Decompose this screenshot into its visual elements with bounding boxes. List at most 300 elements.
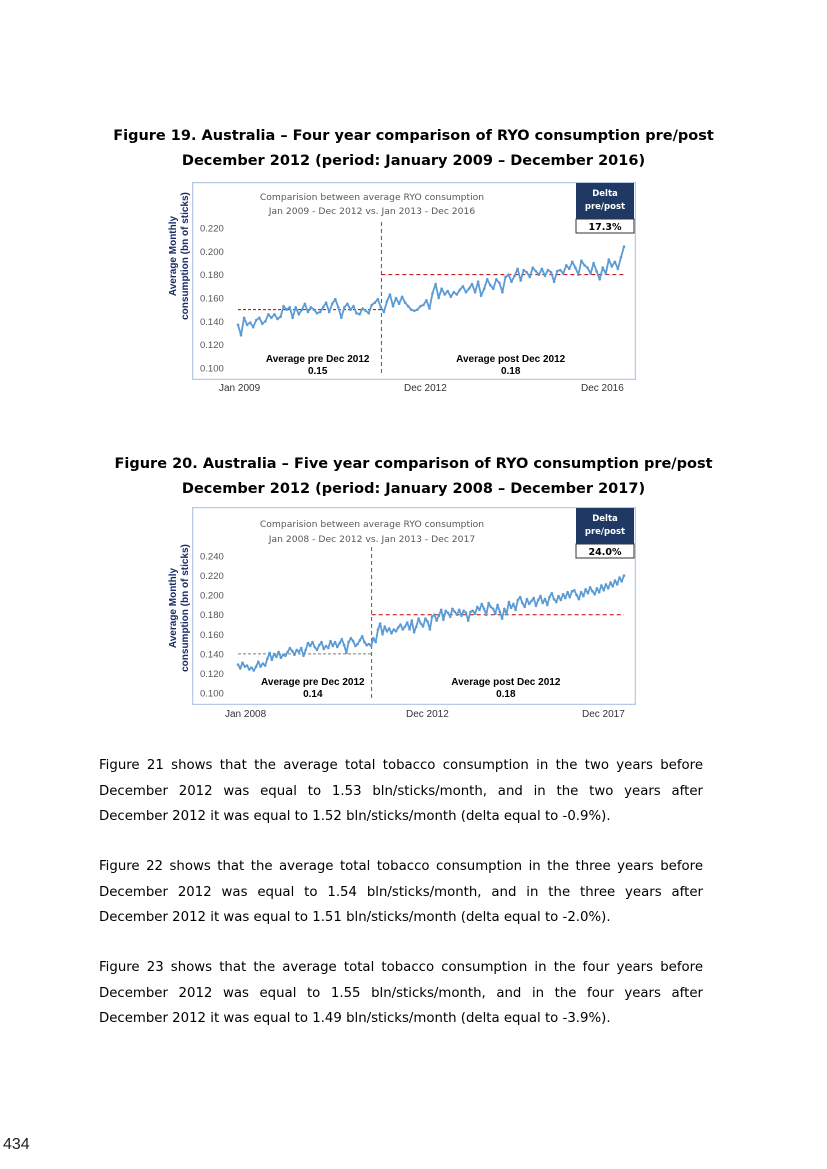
series-point: [320, 641, 323, 644]
series-point: [302, 655, 305, 658]
series-point: [501, 617, 504, 620]
series-point: [255, 665, 258, 668]
series-point: [294, 306, 297, 309]
series-point: [336, 646, 339, 649]
series-point: [519, 596, 522, 599]
series-point: [512, 603, 515, 606]
series-point: [601, 266, 604, 269]
figure-19-ylabel-line2: consumption (bn of sticks): [180, 192, 191, 320]
delta-header-line2: pre/post: [584, 202, 626, 212]
series-point: [359, 639, 362, 642]
delta-header-line1: Delta: [592, 514, 618, 524]
series-point: [361, 307, 364, 310]
figure-19-caption: [100, 124, 727, 174]
series-point: [476, 606, 479, 609]
series-point: [535, 605, 538, 608]
avg-post-label: Average post Dec 2012: [451, 677, 561, 688]
series-point: [304, 649, 307, 652]
series-point: [422, 625, 425, 628]
series-point: [264, 320, 267, 323]
series-point: [250, 666, 253, 669]
series-point: [557, 595, 560, 598]
series-point: [598, 278, 601, 281]
series-point: [346, 303, 349, 306]
series-point: [325, 301, 328, 304]
chart-title-line2: Jan 2008 - Dec 2012 vs. Jan 2013 - Dec 2017: [268, 534, 476, 545]
series-point: [510, 607, 513, 610]
chart-title-line1: Comparision between average RYO consumption: [259, 192, 485, 203]
series-point: [318, 644, 321, 647]
series-point: [573, 589, 576, 592]
series-point: [496, 604, 499, 607]
series-point: [338, 642, 341, 645]
series-point: [381, 633, 384, 636]
series-point: [345, 652, 348, 655]
y-tick-label: 0.200: [200, 590, 224, 602]
series-point: [504, 276, 507, 279]
series-point: [553, 280, 556, 283]
series-point: [532, 597, 535, 600]
figure-20-ylabel-line1: Average Monthly: [168, 567, 179, 649]
series-point: [307, 311, 310, 314]
series-point: [559, 269, 562, 272]
series-point: [322, 306, 325, 309]
series-point: [329, 640, 332, 643]
series-point: [388, 627, 391, 630]
series-point: [289, 647, 292, 650]
series-point: [334, 298, 337, 301]
series-point: [415, 625, 418, 628]
series-point: [356, 643, 359, 646]
series-point: [468, 287, 471, 290]
series-point: [304, 303, 307, 306]
paragraph-line: December 2012 it was equal to 1.52 bln/sticks/month (delta equal to -0.9%).: [99, 809, 611, 824]
series-point: [397, 626, 400, 629]
series-point: [546, 604, 549, 607]
series-point: [337, 306, 340, 309]
series-point: [596, 587, 599, 590]
series-point: [598, 591, 601, 594]
y-tick-label: 0.160: [200, 629, 224, 641]
series-point: [514, 609, 517, 612]
series-point: [541, 268, 544, 271]
series-point: [526, 598, 529, 601]
series-point: [343, 306, 346, 309]
series-point: [354, 645, 357, 648]
series-point: [582, 595, 585, 598]
series-point: [490, 606, 493, 609]
series-point: [291, 317, 294, 320]
series-point: [341, 638, 344, 641]
series-point: [508, 601, 511, 604]
series-point: [467, 619, 470, 622]
series-point: [268, 652, 271, 655]
series-point: [507, 273, 510, 276]
series-point: [587, 592, 590, 595]
series-point: [605, 272, 608, 275]
figure-19-xtick-start: Jan 2009: [219, 383, 261, 394]
series-point: [271, 658, 274, 661]
series-point: [379, 622, 382, 625]
series-point: [560, 599, 563, 602]
series-point: [241, 661, 244, 664]
series-point: [492, 608, 495, 611]
series-point: [456, 613, 459, 616]
series-point: [501, 291, 504, 294]
series-point: [510, 280, 513, 283]
series-point: [471, 283, 474, 286]
series-point: [286, 651, 289, 654]
series-point: [539, 595, 542, 598]
series-point: [459, 289, 462, 292]
series-point: [370, 304, 373, 307]
series-point: [352, 640, 355, 643]
series-point: [577, 273, 580, 276]
series-point: [495, 278, 498, 281]
figure-20-caption-line1: Figure 20. Australia – Five year comparison of RYO consumption pre/post: [114, 456, 713, 472]
series-point: [462, 285, 465, 288]
series-point: [374, 301, 377, 304]
series-point: [313, 308, 316, 311]
avg-post-label: Average post Dec 2012: [456, 354, 566, 365]
series-point: [364, 310, 367, 313]
series-point: [623, 245, 626, 248]
series-point: [620, 256, 623, 259]
series-point: [261, 322, 264, 325]
series-point: [358, 313, 361, 316]
series-point: [431, 615, 434, 618]
series-point: [440, 287, 443, 290]
series-point: [246, 664, 249, 667]
figure-20-xtick-mid: Dec 2012: [406, 709, 449, 720]
chart-title-line2: Jan 2009 - Dec 2012 vs. Jan 2013 - Dec 2016: [268, 206, 476, 217]
series-point: [584, 588, 587, 591]
series-point: [390, 632, 393, 635]
series-point: [282, 654, 285, 657]
y-tick-label: 0.180: [200, 270, 224, 282]
series-point: [553, 598, 556, 601]
series-point: [589, 272, 592, 275]
series-point: [544, 275, 547, 278]
series-point: [285, 308, 288, 311]
series-point: [442, 618, 445, 621]
series-point: [569, 596, 572, 599]
series-point: [277, 651, 280, 654]
series-point: [458, 609, 461, 612]
figure-19-chart: [192, 182, 636, 380]
figure-20-xtick-end: Dec 2017: [582, 709, 625, 720]
series-point: [386, 630, 389, 633]
series-point: [377, 298, 380, 301]
y-tick-label: 0.220: [200, 223, 224, 235]
series-point: [595, 270, 598, 273]
series-point: [255, 319, 258, 322]
series-point: [237, 663, 240, 666]
series-point: [425, 299, 428, 302]
figure-19-chart-svg: [192, 182, 636, 380]
series-point: [331, 303, 334, 306]
series-point: [257, 660, 260, 663]
series-point: [411, 619, 414, 622]
paragraph-line: December 2012 was equal to 1.54 bln/sticks/month, and in the three years after: [99, 884, 703, 900]
series-point: [408, 628, 411, 631]
series-point: [395, 630, 398, 633]
series-point: [270, 317, 273, 320]
series-point: [367, 312, 370, 315]
series-point: [551, 592, 554, 595]
series-point: [498, 282, 501, 285]
series-point: [398, 303, 401, 306]
series-point: [325, 645, 328, 648]
series-point: [428, 307, 431, 310]
series-point: [404, 625, 407, 628]
series-point: [532, 266, 535, 269]
figure-20-chart-svg: [192, 507, 636, 705]
series-point: [383, 625, 386, 628]
series-point: [530, 600, 533, 603]
series-point: [248, 668, 251, 671]
series-point: [605, 583, 608, 586]
series-point: [298, 651, 301, 654]
series-point: [327, 647, 330, 650]
series-point: [611, 585, 614, 588]
series-point: [434, 283, 437, 286]
series-point: [580, 591, 583, 594]
series-point: [389, 293, 392, 296]
series-point: [307, 642, 310, 645]
series-point: [480, 294, 483, 297]
series-point: [465, 612, 468, 615]
series-point: [483, 608, 486, 611]
series-point: [276, 318, 279, 321]
series-point: [608, 258, 611, 261]
series-point: [483, 287, 486, 290]
series-point: [273, 653, 276, 656]
y-tick-label: 0.160: [200, 293, 224, 305]
series-point: [240, 334, 243, 337]
series-point: [566, 591, 569, 594]
series-point: [617, 268, 620, 271]
series-point: [417, 617, 420, 620]
y-tick-label: 0.120: [200, 668, 224, 680]
series-point: [580, 259, 583, 262]
series-point: [429, 628, 432, 631]
series-point: [355, 312, 358, 315]
series-point: [446, 290, 449, 293]
series-point: [243, 317, 246, 320]
series-point: [592, 262, 595, 265]
delta-value: 17.3%: [588, 222, 622, 233]
series-point: [301, 308, 304, 311]
series-point: [267, 313, 270, 316]
series-point: [310, 306, 313, 309]
series-point: [437, 297, 440, 300]
series-point: [416, 308, 419, 311]
series-point: [258, 317, 261, 320]
series-point: [407, 305, 410, 308]
series-point: [402, 628, 405, 631]
series-point: [239, 667, 242, 670]
series-point: [334, 641, 337, 644]
paragraph-line: December 2012 was equal to 1.55 bln/sticks/month, and in the four years after: [99, 985, 703, 1001]
series-point: [420, 622, 423, 625]
series-point: [555, 601, 558, 604]
series-point: [352, 305, 355, 308]
series-point: [562, 593, 565, 596]
series-point: [616, 583, 619, 586]
series-point: [347, 641, 350, 644]
series-point: [372, 637, 375, 640]
series-point: [295, 649, 298, 652]
series-point: [564, 597, 567, 600]
y-tick-label: 0.100: [200, 363, 224, 375]
series-point: [618, 576, 621, 579]
series-point: [469, 611, 472, 614]
figure-19-xtick-end: Dec 2016: [581, 383, 624, 394]
series-point: [413, 631, 416, 634]
figure-20-xtick-start: Jan 2008: [225, 709, 267, 720]
series-point: [568, 268, 571, 271]
series-point: [288, 306, 291, 309]
series-point: [435, 619, 438, 622]
series-point: [591, 590, 594, 593]
series-point: [426, 620, 429, 623]
series-point: [623, 574, 626, 577]
series-point: [519, 279, 522, 282]
series-point: [517, 599, 520, 602]
series-point: [505, 612, 508, 615]
series-point: [319, 311, 322, 314]
series-point: [419, 305, 422, 308]
series-point: [284, 655, 287, 658]
series-point: [503, 608, 506, 611]
paragraph-line: December 2012 was equal to 1.53 bln/sticks/month, and in the two years after: [99, 783, 703, 799]
series-point: [246, 324, 249, 327]
series-point: [328, 311, 331, 314]
series-point: [374, 641, 377, 644]
series-point: [440, 609, 443, 612]
series-point: [550, 271, 553, 274]
series-point: [253, 669, 256, 672]
figure-19-ylabel: [168, 176, 192, 336]
series-point: [499, 611, 502, 614]
figure-20-xaxis: [0, 709, 827, 723]
figure-19-caption-line1: Figure 19. Australia – Four year comparison of RYO consumption pre/post: [113, 128, 714, 144]
series-point: [450, 296, 453, 299]
series-point: [492, 287, 495, 290]
paragraph-line: Figure 22 shows that the average total tobacco consumption in the three years before: [99, 859, 703, 874]
series-point: [298, 313, 301, 316]
series-point: [433, 613, 436, 616]
series-point: [487, 602, 490, 605]
series-point: [363, 641, 366, 644]
series-point: [478, 609, 481, 612]
series-point: [600, 584, 603, 587]
y-tick-label: 0.140: [200, 649, 224, 661]
series-point: [410, 308, 413, 311]
series-point: [424, 617, 427, 620]
series-point: [538, 273, 541, 276]
series-point: [593, 593, 596, 596]
series-point: [279, 315, 282, 318]
series-point: [547, 269, 550, 272]
series-point: [574, 266, 577, 269]
paragraph-line: December 2012 it was equal to 1.49 bln/sticks/month (delta equal to -3.9%).: [99, 1011, 611, 1026]
series-point: [453, 611, 456, 614]
series-point: [262, 662, 265, 665]
series-point: [562, 272, 565, 275]
series-point: [316, 312, 319, 315]
series-point: [513, 275, 516, 278]
y-tick-label: 0.240: [200, 551, 224, 563]
series-point: [548, 596, 551, 599]
chart-title-line1: Comparision between average RYO consumption: [259, 519, 485, 530]
figure-20-ylabel-line2: consumption (bn of sticks): [180, 544, 191, 672]
series-point: [474, 612, 477, 615]
series-point: [589, 586, 592, 589]
series-point: [350, 637, 353, 640]
series-point: [332, 645, 335, 648]
series-point: [529, 276, 532, 279]
series-point: [323, 648, 326, 651]
series-point: [252, 326, 255, 329]
paragraph-line: December 2012 it was equal to 1.51 bln/sticks/month (delta equal to -2.0%).: [99, 910, 611, 925]
series-point: [477, 280, 480, 283]
series-point: [422, 304, 425, 307]
avg-pre-value: 0.14: [303, 689, 323, 700]
avg-pre-label: Average pre Dec 2012: [265, 354, 370, 365]
series-point: [380, 306, 383, 309]
series-point: [413, 310, 416, 313]
y-tick-label: 0.100: [200, 688, 224, 700]
y-tick-label: 0.140: [200, 316, 224, 328]
series-point: [494, 612, 497, 615]
series-point: [431, 292, 434, 295]
avg-post-value: 0.18: [496, 689, 516, 700]
figure-20-chart: [192, 507, 636, 705]
series-point: [368, 643, 371, 646]
paragraph-figure-22: [99, 854, 703, 931]
series-point: [311, 641, 314, 644]
series-point: [377, 628, 380, 631]
series-point: [462, 610, 465, 613]
series-point: [273, 313, 276, 316]
series-point: [393, 628, 396, 631]
series-point: [309, 645, 312, 648]
series-point: [541, 602, 544, 605]
y-tick-label: 0.200: [200, 246, 224, 258]
paragraph-figure-21: [99, 753, 703, 830]
series-point: [525, 271, 528, 274]
series-point: [404, 301, 407, 304]
series-point: [565, 264, 568, 267]
series-point: [474, 291, 477, 294]
series-point: [361, 635, 364, 638]
delta-value: 24.0%: [588, 547, 622, 558]
series-point: [556, 270, 559, 273]
figure-19-xaxis: [0, 383, 827, 397]
figure-19-caption-line2: December 2012 (period: January 2009 – December 2016): [181, 153, 646, 169]
series-point: [395, 297, 398, 300]
series-point: [535, 270, 538, 273]
series-point: [472, 610, 475, 613]
series-point: [266, 658, 269, 661]
series-point: [489, 284, 492, 287]
series-point: [544, 598, 547, 601]
series-point: [575, 594, 578, 597]
series-point: [609, 581, 612, 584]
series-point: [447, 612, 450, 615]
